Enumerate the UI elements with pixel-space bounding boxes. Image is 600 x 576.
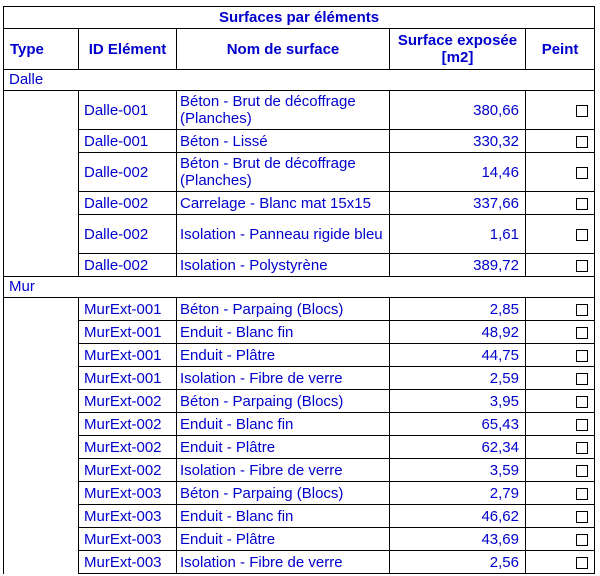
type-cell	[4, 390, 79, 413]
paint-cell	[526, 298, 595, 321]
column-header-area-line2: [m2]	[441, 49, 474, 66]
paint-checkbox[interactable]	[576, 442, 588, 454]
paint-cell	[526, 505, 595, 528]
schedule-table	[3, 6, 595, 574]
paint-cell	[526, 482, 595, 505]
surface-name-cell[interactable]: Béton - Brut de décoffrage (Planches)	[177, 91, 390, 130]
surface-name-cell[interactable]: Isolation - Panneau rigide bleu	[177, 215, 390, 254]
area-cell[interactable]: 330,32	[390, 130, 526, 153]
paint-checkbox[interactable]	[576, 465, 588, 477]
paint-checkbox[interactable]	[576, 373, 588, 385]
element-id-cell[interactable]: MurExt-003	[79, 505, 177, 528]
type-cell	[4, 551, 79, 574]
surface-name-cell[interactable]: Enduit - Blanc fin	[177, 413, 390, 436]
element-id-cell[interactable]: MurExt-003	[79, 528, 177, 551]
type-cell	[4, 153, 79, 192]
table-row[interactable]	[4, 482, 595, 505]
type-cell	[4, 367, 79, 390]
area-cell[interactable]: 46,62	[390, 505, 526, 528]
table-row[interactable]	[4, 367, 595, 390]
type-cell	[4, 130, 79, 153]
element-id-cell[interactable]: Dalle-001	[79, 130, 177, 153]
area-cell[interactable]: 1,61	[390, 215, 526, 254]
surface-name-cell[interactable]: Béton - Lissé	[177, 130, 390, 153]
type-cell	[4, 344, 79, 367]
surface-name-cell[interactable]: Béton - Parpaing (Blocs)	[177, 482, 390, 505]
element-id-cell[interactable]: MurExt-002	[79, 390, 177, 413]
element-id-cell[interactable]: Dalle-002	[79, 215, 177, 254]
type-cell	[4, 254, 79, 277]
group-header-row[interactable]	[4, 70, 595, 91]
area-cell[interactable]: 65,43	[390, 413, 526, 436]
element-id-cell[interactable]: MurExt-001	[79, 298, 177, 321]
schedule-table-container	[3, 6, 594, 574]
element-id-cell[interactable]: MurExt-001	[79, 344, 177, 367]
type-cell	[4, 298, 79, 321]
paint-checkbox[interactable]	[576, 198, 588, 210]
group-header-label: Mur	[4, 277, 595, 298]
paint-cell	[526, 367, 595, 390]
paint-checkbox[interactable]	[576, 534, 588, 546]
paint-cell	[526, 91, 595, 130]
table-row[interactable]	[4, 390, 595, 413]
paint-cell	[526, 192, 595, 215]
paint-checkbox[interactable]	[576, 557, 588, 569]
group-header-row[interactable]	[4, 277, 595, 298]
surface-name-cell[interactable]: Enduit - Plâtre	[177, 344, 390, 367]
paint-cell	[526, 130, 595, 153]
table-row[interactable]	[4, 254, 595, 277]
table-row[interactable]	[4, 436, 595, 459]
surface-name-cell[interactable]: Enduit - Blanc fin	[177, 505, 390, 528]
paint-checkbox[interactable]	[576, 327, 588, 339]
paint-checkbox[interactable]	[576, 488, 588, 500]
area-cell[interactable]: 2,85	[390, 298, 526, 321]
paint-cell	[526, 436, 595, 459]
table-row[interactable]	[4, 298, 595, 321]
surface-name-cell[interactable]: Carrelage - Blanc mat 15x15	[177, 192, 390, 215]
paint-checkbox[interactable]	[576, 229, 588, 241]
element-id-cell[interactable]: MurExt-001	[79, 367, 177, 390]
surface-name-cell[interactable]: Isolation - Fibre de verre	[177, 551, 390, 574]
type-cell	[4, 482, 79, 505]
paint-cell	[526, 254, 595, 277]
schedule-title: Surfaces par éléments	[4, 7, 595, 29]
table-row[interactable]	[4, 528, 595, 551]
column-header-surface[interactable]: Nom de surface	[177, 29, 390, 70]
area-cell[interactable]: 2,59	[390, 367, 526, 390]
type-cell	[4, 192, 79, 215]
surface-name-cell[interactable]: Enduit - Plâtre	[177, 436, 390, 459]
table-row[interactable]	[4, 344, 595, 367]
table-row[interactable]	[4, 91, 595, 130]
element-id-cell[interactable]: MurExt-002	[79, 436, 177, 459]
paint-checkbox[interactable]	[576, 260, 588, 272]
table-row[interactable]	[4, 192, 595, 215]
paint-checkbox[interactable]	[576, 396, 588, 408]
element-id-cell[interactable]: Dalle-002	[79, 192, 177, 215]
paint-cell	[526, 459, 595, 482]
table-row[interactable]	[4, 215, 595, 254]
surface-name-cell[interactable]: Isolation - Polystyrène	[177, 254, 390, 277]
table-row[interactable]	[4, 413, 595, 436]
group-header-label: Dalle	[4, 70, 595, 91]
table-row[interactable]	[4, 321, 595, 344]
surface-name-cell[interactable]: Enduit - Plâtre	[177, 528, 390, 551]
area-cell[interactable]: 62,34	[390, 436, 526, 459]
element-id-cell[interactable]: MurExt-002	[79, 459, 177, 482]
paint-checkbox[interactable]	[576, 105, 588, 117]
type-cell	[4, 436, 79, 459]
surface-name-cell[interactable]: Béton - Parpaing (Blocs)	[177, 298, 390, 321]
column-header-paint[interactable]: Peint	[526, 29, 595, 70]
surface-name-cell[interactable]: Béton - Parpaing (Blocs)	[177, 390, 390, 413]
paint-checkbox[interactable]	[576, 419, 588, 431]
element-id-cell[interactable]: Dalle-002	[79, 254, 177, 277]
surface-name-cell[interactable]: Enduit - Blanc fin	[177, 321, 390, 344]
column-header-id[interactable]: ID Elément	[79, 29, 177, 70]
table-row[interactable]	[4, 459, 595, 482]
paint-checkbox[interactable]	[576, 304, 588, 316]
surface-name-cell[interactable]: Isolation - Fibre de verre	[177, 459, 390, 482]
paint-checkbox[interactable]	[576, 511, 588, 523]
type-cell	[4, 459, 79, 482]
paint-checkbox[interactable]	[576, 167, 588, 179]
area-cell[interactable]: 337,66	[390, 192, 526, 215]
column-header-area[interactable]	[390, 29, 526, 70]
element-id-cell[interactable]: MurExt-001	[79, 321, 177, 344]
type-cell	[4, 91, 79, 130]
table-row[interactable]	[4, 505, 595, 528]
paint-checkbox[interactable]	[576, 136, 588, 148]
element-id-cell[interactable]: MurExt-003	[79, 551, 177, 574]
paint-cell	[526, 528, 595, 551]
paint-cell	[526, 344, 595, 367]
type-cell	[4, 215, 79, 254]
paint-cell	[526, 153, 595, 192]
area-cell[interactable]: 380,66	[390, 91, 526, 130]
area-cell[interactable]: 389,72	[390, 254, 526, 277]
element-id-cell[interactable]: MurExt-002	[79, 413, 177, 436]
area-cell[interactable]: 48,92	[390, 321, 526, 344]
surface-name-cell[interactable]: Béton - Brut de décoffrage (Planches)	[177, 153, 390, 192]
element-id-cell[interactable]: Dalle-002	[79, 153, 177, 192]
column-header-area-line1: Surface exposée	[397, 32, 518, 49]
paint-cell	[526, 321, 595, 344]
element-id-cell[interactable]: MurExt-003	[79, 482, 177, 505]
paint-cell	[526, 551, 595, 574]
type-cell	[4, 321, 79, 344]
type-cell	[4, 528, 79, 551]
table-row[interactable]	[4, 551, 595, 574]
area-cell[interactable]: 3,95	[390, 390, 526, 413]
area-cell[interactable]: 2,79	[390, 482, 526, 505]
column-header-type[interactable]: Type	[4, 29, 79, 70]
area-cell[interactable]: 43,69	[390, 528, 526, 551]
element-id-cell[interactable]: Dalle-001	[79, 91, 177, 130]
surface-name-cell[interactable]: Isolation - Fibre de verre	[177, 367, 390, 390]
type-cell	[4, 505, 79, 528]
area-cell[interactable]: 44,75	[390, 344, 526, 367]
paint-cell	[526, 413, 595, 436]
paint-cell	[526, 390, 595, 413]
area-cell[interactable]: 2,56	[390, 551, 526, 574]
schedule-body	[4, 70, 595, 574]
area-cell[interactable]: 3,59	[390, 459, 526, 482]
table-row[interactable]	[4, 153, 595, 192]
paint-checkbox[interactable]	[576, 350, 588, 362]
type-cell	[4, 413, 79, 436]
paint-cell	[526, 215, 595, 254]
table-row[interactable]	[4, 130, 595, 153]
area-cell[interactable]: 14,46	[390, 153, 526, 192]
